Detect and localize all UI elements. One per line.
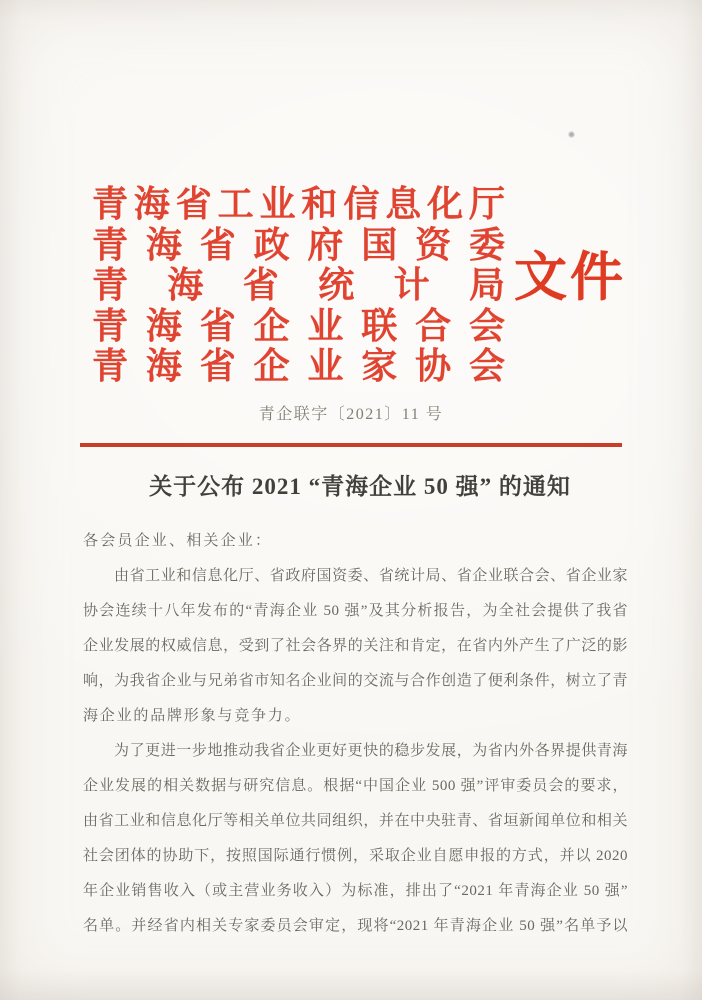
letterhead-agency-line: 青海省企业联合会 — [92, 305, 505, 346]
salutation-line: 各会员企业、相关企业： — [83, 533, 273, 549]
paragraph-1-line: 海企业的品牌形象与竞争力。 — [83, 708, 302, 724]
letterhead-agency-line: 青海省统计局 — [92, 265, 505, 305]
letterhead-document-label: 文件 — [514, 249, 626, 307]
letterhead-agency-block — [92, 184, 505, 387]
paragraph-1-line: 由省工业和信息化厅、省政府国资委、省统计局、省企业联合会、省企业家 — [114, 568, 628, 584]
letterhead-agency-line: 青海省政府国资委 — [92, 224, 505, 265]
red-divider-rule — [80, 443, 622, 447]
letterhead-agency-line: 青海省企业家协会 — [92, 346, 505, 386]
paragraph-2-line: 名单。并经省内相关专家委员会审定，现将“2021 年青海企业 50 强”名单予以 — [83, 918, 628, 934]
document-title: 关于公布 2021 “青海企业 50 强” 的通知 — [149, 474, 571, 499]
paragraph-1-line: 响，为我省企业与兄弟省市知名企业间的交流与合作创造了便利条件，树立了青 — [83, 673, 628, 689]
paragraph-2-line: 企业发展的相关数据与研究信息。根据“中国企业 500 强”评审委员会的要求， — [83, 778, 628, 794]
paragraph-2-line: 由省工业和信息化厅等相关单位共同组织，并在中央驻青、省垣新闻单位和相关 — [83, 813, 628, 829]
paragraph-2-line: 社会团体的协助下，按照国际通行惯例，采取企业自愿申报的方式，并以 2020 — [83, 848, 628, 864]
document-reference-number: 青企联字〔2021〕11 号 — [258, 406, 444, 423]
paragraph-1-line: 协会连续十八年发布的“青海企业 50 强”及其分析报告，为全社会提供了我省 — [83, 603, 628, 619]
document-body — [83, 524, 628, 944]
scan-speck — [568, 131, 575, 138]
paragraph-2-line: 年企业销售收入（或主营业务收入）为标准，排出了“2021 年青海企业 50 强” — [83, 883, 628, 899]
paragraph-1-line: 企业发展的权威信息，受到了社会各界的关注和肯定，在省内外产生了广泛的影 — [83, 638, 628, 654]
letterhead-agency-line: 青海省工业和信息化厅 — [92, 184, 505, 224]
paragraph-2-line: 为了更进一步地推动我省企业更好更快的稳步发展，为省内外各界提供青海 — [114, 743, 628, 759]
